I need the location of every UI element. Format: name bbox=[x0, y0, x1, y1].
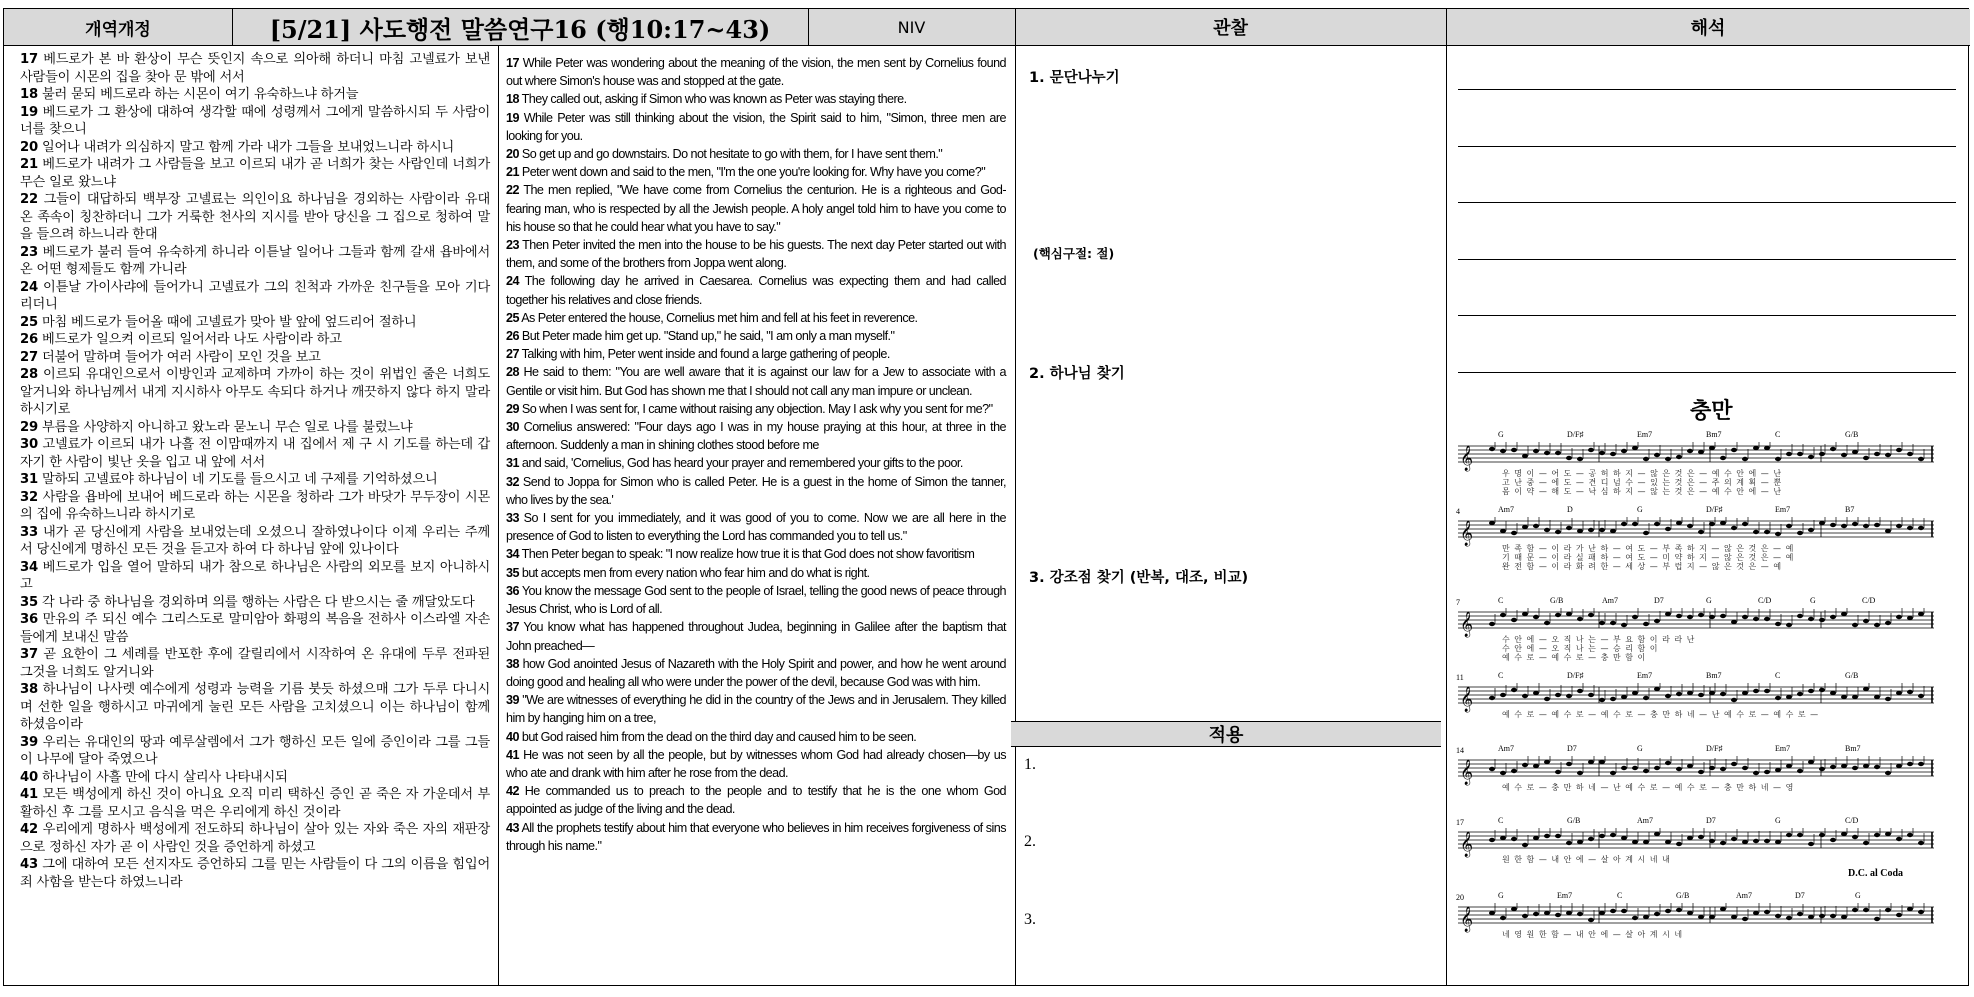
chord-symbol: D7 bbox=[1654, 596, 1664, 605]
verse-number: 42 bbox=[20, 822, 38, 837]
verse-number: 29 bbox=[20, 419, 38, 435]
verse-number: 36 bbox=[506, 583, 519, 598]
write-line bbox=[1458, 372, 1956, 373]
verse-text: But Peter made him get up. "Stand up," he said, "I am only a man myself." bbox=[521, 329, 895, 344]
verse-number: 18 bbox=[20, 87, 38, 102]
verse-number: 41 bbox=[20, 787, 38, 802]
verse-32 bbox=[20, 489, 490, 524]
chord-symbol: C bbox=[1617, 891, 1623, 900]
apply-item-1: 1. bbox=[1024, 756, 1036, 773]
verse-39 bbox=[20, 734, 490, 769]
verse-number: 24 bbox=[506, 274, 519, 289]
chord-symbol: C/D bbox=[1758, 596, 1772, 605]
verse-text: and said, 'Cornelius, God has heard your prayer and remembered your gifts to the poor. bbox=[521, 456, 963, 471]
verse-number: 39 bbox=[506, 693, 519, 708]
lyric-line: 만 족 함 — 이 라 가 난 하 — 여 도 — 부 족 하 지 — 않 은 것 은 — 예 bbox=[1502, 544, 1795, 553]
verse-24 bbox=[20, 279, 490, 314]
verse-text: 사람을 욥바에 보내어 베드로라 하는 시몬을 청하라 그가 바닷가 무두장이 시몬의 집에 유숙하느니라 하시기로 bbox=[20, 489, 490, 522]
verse-text: They called out, asking if Simon who was known as Peter was staying there. bbox=[521, 92, 907, 107]
verse-29 bbox=[506, 400, 1006, 418]
verse-text: So get up and go downstairs. Do not hesitate to go with them, for I have sent them." bbox=[521, 147, 943, 162]
chord-symbol: G/B bbox=[1676, 891, 1690, 900]
divider bbox=[232, 9, 233, 46]
music-system bbox=[1458, 671, 1934, 741]
verse-text: 우리에게 명하사 백성에게 전도하되 하나님이 살아 있는 자와 죽은 자의 재판장으로 정하신 자가 곧 이 사람인 것을 증언하게 하셨고 bbox=[20, 822, 490, 855]
verse-number: 27 bbox=[20, 349, 38, 365]
verse-number: 23 bbox=[20, 244, 38, 260]
verse-text: 고넬료가 이르되 내가 나흘 전 이맘때까지 내 집에서 제 구 시 기도를 하는데 갑자기 한 사람이 빛난 옷을 입고 내 앞에 서서 bbox=[20, 437, 490, 470]
verse-number: 22 bbox=[506, 183, 519, 198]
verse-18 bbox=[20, 86, 490, 104]
header-observe-label: 관찰 bbox=[1015, 9, 1446, 46]
verse-42 bbox=[506, 782, 1006, 818]
verse-32 bbox=[506, 473, 1006, 509]
write-line bbox=[1458, 259, 1956, 260]
observation-column bbox=[1015, 46, 1445, 730]
verse-43 bbox=[506, 819, 1006, 855]
verse-text: You know what has happened throughout Judea, beginning in Galilee after the baptism that John preached— bbox=[506, 620, 1006, 653]
verse-number: 41 bbox=[506, 747, 519, 762]
chord-symbol: C bbox=[1775, 430, 1781, 439]
verse-text: Talking with him, Peter went inside and found a large gathering of people. bbox=[521, 347, 890, 362]
chord-symbol: C bbox=[1775, 671, 1781, 680]
verse-text: 이르되 유대인으로서 이방인과 교제하며 가까이 하는 것이 위법인 줄은 너희도 알거니와 하나님께서 내게 지시하사 아무도 속되다 하거나 깨끗하지 않다 하지 말라 하시기로 bbox=[20, 367, 490, 417]
verse-text: He said to them: "You are well aware that it is against our law for a Jew to associate with a Gentile or visit him. But God has shown me that I should not call any man impure or unclean. bbox=[506, 365, 1006, 398]
verse-number: 20 bbox=[506, 147, 519, 162]
chord-symbol: D/F♯ bbox=[1567, 430, 1584, 439]
chord-symbol: Bm7 bbox=[1706, 671, 1722, 680]
verse-37 bbox=[506, 618, 1006, 654]
lyric-line: 몸 이 약 — 해 도 — 낙 심 하 지 — 않 는 것 은 — 예 수 안 에 — 난 bbox=[1502, 487, 1783, 496]
chord-symbol: G bbox=[1498, 891, 1504, 900]
verse-text: 우리는 유대인의 땅과 예루살렘에서 그가 행하신 모든 일에 증인이라 그를 그들이 나무에 달아 죽였으나 bbox=[20, 734, 490, 767]
verse-42 bbox=[20, 821, 490, 856]
verse-number: 20 bbox=[20, 139, 38, 155]
chord-symbol: C bbox=[1498, 816, 1504, 825]
verse-number: 39 bbox=[20, 734, 38, 750]
verse-27 bbox=[20, 349, 490, 367]
verse-text: 베드로가 일으켜 이르되 일어서라 나도 사람이라 하고 bbox=[41, 332, 342, 347]
lyric-line: 수 안 에 — 오 직 나 는 — 승 리 함 이 bbox=[1502, 644, 1659, 653]
verse-text: 베드로가 입을 열어 말하되 내가 참으로 하나님은 사람의 외모를 보지 아니하시고 bbox=[20, 559, 490, 592]
svg-text:𝄞: 𝄞 bbox=[1460, 612, 1474, 637]
verse-29 bbox=[20, 419, 490, 437]
verse-number: 28 bbox=[20, 367, 38, 382]
verse-27 bbox=[506, 345, 1006, 363]
verse-40 bbox=[506, 728, 1006, 746]
divider bbox=[808, 9, 809, 46]
header-interpret-label: 해석 bbox=[1446, 9, 1970, 46]
write-line bbox=[1458, 315, 1956, 316]
verse-text: The following day he arrived in Caesarea. Cornelius was expecting them and had called together his relatives and close friends. bbox=[506, 274, 1006, 307]
verse-text: 곧 요한이 그 세례를 반포한 후에 갈릴리에서 시작하여 온 유대에 두루 전파된 그것을 너희도 알거니와 bbox=[20, 647, 490, 680]
verse-number: 22 bbox=[20, 192, 38, 207]
chord-symbol: D/F♯ bbox=[1706, 505, 1723, 514]
svg-text:𝄞: 𝄞 bbox=[1460, 521, 1474, 546]
verse-number: 30 bbox=[20, 437, 38, 452]
chord-symbol: Am7 bbox=[1602, 596, 1618, 605]
verse-text: 베드로가 본 바 환상이 무슨 뜻인지 속으로 의아해 하더니 마침 고넬료가 보낸 사람들이 시몬의 집을 찾아 문 밖에 서서 bbox=[20, 52, 490, 85]
music-system bbox=[1458, 505, 1934, 575]
verse-19 bbox=[506, 109, 1006, 145]
chord-symbol: Em7 bbox=[1557, 891, 1573, 900]
verse-43 bbox=[20, 856, 490, 891]
lyric-line: 원 한 함 — 내 안 에 — 살 아 계 시 네 내 bbox=[1502, 855, 1671, 864]
verse-text: Peter went down and said to the men, "I'm the one you're looking for. Why have you come?" bbox=[521, 165, 986, 180]
verse-text: Cornelius answered: "Four days ago I was in my house praying at this hour, at three in the afternoon. Suddenly a man in shining clothes stood before me bbox=[506, 420, 1006, 453]
verse-text: The men replied, "We have come from Cornelius the centurion. He is a righteous and God-fearing man, who is respected by all the Jewish people. A holy angel told him to have you come to his house so that he could hear what you have to say." bbox=[506, 183, 1006, 234]
verse-18 bbox=[506, 90, 1006, 108]
verse-text: 그들이 대답하되 백부장 고넬료는 의인이요 하나님을 경외하는 사람이라 유대 온 족속이 칭찬하더니 그가 거룩한 천사의 지시를 받아 당신을 그 집으로 청하여 말을 들으려 하느니라 한대 bbox=[20, 192, 491, 242]
verse-31 bbox=[506, 454, 1006, 472]
verse-text: He was not seen by all the people, but by witnesses whom God had already chosen—by us who ate and drank with him after he rose from the dead. bbox=[506, 747, 1006, 780]
verse-number: 38 bbox=[506, 656, 519, 671]
verse-number: 25 bbox=[20, 314, 38, 330]
verse-22 bbox=[506, 181, 1006, 236]
verse-number: 25 bbox=[506, 310, 519, 325]
verse-text: 베드로가 그 환상에 대하여 생각할 때에 성령께서 그에게 말씀하시되 두 사람이 너를 찾으니 bbox=[20, 104, 490, 137]
verse-33 bbox=[506, 509, 1006, 545]
chord-symbol: G/B bbox=[1550, 596, 1564, 605]
verse-number: 37 bbox=[506, 620, 519, 635]
verse-text: You know the message God sent to the people of Israel, telling the good news of peace through Jesus Christ, who is Lord of all. bbox=[506, 583, 1006, 617]
measure-number: 14 bbox=[1456, 746, 1464, 755]
chord-symbol: G bbox=[1706, 596, 1712, 605]
verse-number: 27 bbox=[506, 347, 519, 362]
chord-symbol: D bbox=[1567, 505, 1573, 514]
verse-34 bbox=[506, 545, 1006, 563]
chord-symbol: Bm7 bbox=[1706, 430, 1722, 439]
chord-symbol: G/B bbox=[1567, 816, 1581, 825]
verse-38 bbox=[20, 681, 490, 734]
verse-number: 29 bbox=[506, 401, 519, 416]
verse-text: 더불어 말하며 들어가 여러 사람이 모인 것을 보고 bbox=[41, 349, 321, 365]
verse-28 bbox=[20, 366, 490, 419]
verse-number: 43 bbox=[506, 820, 519, 835]
chord-symbol: G bbox=[1855, 891, 1861, 900]
verse-36 bbox=[20, 611, 490, 646]
verse-number: 36 bbox=[20, 612, 38, 627]
chord-symbol: C/D bbox=[1862, 596, 1876, 605]
interpretation-area bbox=[1446, 45, 1968, 385]
write-line bbox=[1458, 89, 1956, 90]
chord-symbol: Am7 bbox=[1637, 816, 1653, 825]
apply-item-2: 2. bbox=[1024, 833, 1036, 850]
write-line bbox=[1458, 202, 1956, 203]
verse-23 bbox=[506, 236, 1006, 272]
chord-symbol: Em7 bbox=[1637, 430, 1653, 439]
verse-21 bbox=[506, 163, 1006, 181]
music-system bbox=[1458, 596, 1934, 666]
verse-number: 42 bbox=[506, 784, 519, 799]
verse-number: 43 bbox=[20, 857, 38, 872]
verse-text: but God raised him from the dead on the third day and caused him to be seen. bbox=[521, 729, 917, 744]
verse-34 bbox=[20, 559, 490, 594]
chord-symbol: D7 bbox=[1795, 891, 1805, 900]
verse-28 bbox=[506, 363, 1006, 399]
verse-20 bbox=[506, 145, 1006, 163]
verse-number: 24 bbox=[20, 279, 38, 295]
write-line bbox=[1458, 146, 1956, 147]
verse-number: 19 bbox=[20, 104, 38, 120]
svg-text:𝄞: 𝄞 bbox=[1460, 687, 1474, 712]
verse-text: 각 나라 중 하나님을 경외하며 의를 행하는 사람은 다 받으시는 줄 깨달았도다 bbox=[41, 594, 475, 610]
verse-text: 베드로가 내려가 그 사람들을 보고 이르되 내가 곧 너희가 찾는 사람인데 너희가 무슨 일로 왔느냐 bbox=[20, 157, 490, 190]
verse-number: 37 bbox=[20, 647, 38, 662]
chord-symbol: Am7 bbox=[1498, 505, 1514, 514]
verse-text: So I sent for you immediately, and it was good of you to come. Now we are all here in the presence of God to listen to everything the Lord has commanded you to tell us." bbox=[506, 511, 1006, 544]
header-version-label: 개역개정 bbox=[4, 9, 232, 46]
verse-text: but accepts men from every nation who fear him and do what is right. bbox=[521, 565, 870, 580]
verse-19 bbox=[20, 104, 490, 139]
chord-symbol: D7 bbox=[1567, 744, 1577, 753]
verse-text: As Peter entered the house, Cornelius met him and fell at his feet in reverence. bbox=[521, 310, 918, 325]
verse-30 bbox=[20, 436, 490, 471]
header-niv-label: NIV bbox=[808, 9, 1015, 46]
chord-symbol: D/F♯ bbox=[1567, 671, 1584, 680]
verse-text: Then Peter invited the men into the house to be his guests. The next day Peter started out with them, and some of the brothers from Joppa went along. bbox=[506, 238, 1006, 271]
verse-number: 38 bbox=[20, 682, 38, 697]
svg-text:𝄞: 𝄞 bbox=[1460, 907, 1474, 932]
measure-number: 17 bbox=[1456, 818, 1464, 827]
observe-item-paragraph: 1. 문단나누기 bbox=[1029, 70, 1120, 86]
chord-symbol: Am7 bbox=[1736, 891, 1752, 900]
verse-41 bbox=[506, 746, 1006, 782]
verse-23 bbox=[20, 244, 490, 279]
music-system bbox=[1458, 891, 1934, 961]
verse-text: 내가 곧 당신에게 사람을 보내었는데 오셨으니 잘하였나이다 이제 우리는 주께서 당신에게 명하신 모든 것을 듣고자 하여 다 하나님 앞에 있나이다 bbox=[20, 524, 490, 557]
verse-number: 23 bbox=[506, 238, 519, 253]
verse-26 bbox=[20, 331, 490, 349]
apply-item-3: 3. bbox=[1024, 911, 1036, 928]
verse-text: 말하되 고넬료야 하나님이 네 기도를 들으시고 네 구제를 기억하셨으니 bbox=[41, 472, 438, 487]
svg-text:𝄞: 𝄞 bbox=[1460, 446, 1474, 471]
observe-key-verse: (핵심구절: 절) bbox=[1033, 246, 1115, 261]
lyric-line: 예 수 로 — 예 수 로 — 예 수 로 — 충 만 하 네 — 난 예 수 로 — 예 수 로 — bbox=[1502, 710, 1820, 719]
measure-number: 7 bbox=[1456, 598, 1460, 607]
dc-al-coda-label: D.C. al Coda bbox=[1848, 868, 1904, 879]
verse-text: 베드로가 불러 들여 유숙하게 하니라 이튿날 일어나 그들과 함께 갈새 욥바에서 온 어떤 형제들도 함께 가니라 bbox=[20, 244, 490, 277]
verse-text: 마침 베드로가 들어올 때에 고넬료가 맞아 발 앞에 엎드리어 절하니 bbox=[41, 314, 417, 330]
apply-header: 적용 bbox=[1011, 721, 1441, 747]
lyric-line: 예 수 로 — 예 수 로 — 충 만 함 이 bbox=[1502, 653, 1647, 662]
observe-item-emphasis: 3. 강조점 찾기 (반복, 대조, 비교) bbox=[1029, 570, 1249, 586]
lyric-line: 네 영 원 한 함 — 내 안 에 — 살 아 계 시 네 bbox=[1502, 930, 1684, 939]
chord-symbol: Em7 bbox=[1775, 744, 1791, 753]
music-system bbox=[1458, 744, 1934, 814]
verse-number: 34 bbox=[20, 559, 38, 575]
chord-symbol: G/B bbox=[1845, 430, 1859, 439]
verse-30 bbox=[506, 418, 1006, 454]
measure-number: 11 bbox=[1456, 673, 1464, 682]
chord-symbol: G/B bbox=[1845, 671, 1859, 680]
verse-number: 40 bbox=[506, 729, 519, 744]
verse-40 bbox=[20, 769, 490, 787]
song-title: 충만 bbox=[1690, 398, 1733, 424]
chord-symbol: D7 bbox=[1706, 816, 1716, 825]
chord-symbol: Em7 bbox=[1637, 671, 1653, 680]
lyric-line: 우 명 이 — 어 도 — 공 허 하 지 — 않 은 것 은 — 예 수 안 에 — 난 bbox=[1502, 469, 1783, 478]
verse-text: how God anointed Jesus of Nazareth with the Holy Spirit and power, and how he went around doing good and healing all who were under the power of the devil, because God was with him. bbox=[506, 656, 1007, 689]
verse-text: 만유의 주 되신 예수 그리스도로 말미암아 화평의 복음을 전하사 이스라엘 자손들에게 보내신 말씀 bbox=[20, 612, 490, 645]
niv-text-column bbox=[498, 46, 1014, 986]
verse-22 bbox=[20, 191, 490, 244]
verse-17 bbox=[506, 54, 1006, 90]
chord-symbol: B7 bbox=[1845, 505, 1855, 514]
verse-text: 부름을 사양하지 아니하고 왔노라 묻노니 무슨 일로 나를 불렀느냐 bbox=[41, 419, 413, 435]
verse-number: 26 bbox=[20, 332, 38, 347]
verse-number: 21 bbox=[506, 165, 519, 180]
verse-number: 35 bbox=[20, 594, 38, 610]
lyric-line: 기 때 문 — 이 라 실 패 하 — 여 도 — 미 약 하 지 — 않 은 것 은 — 예 bbox=[1502, 553, 1795, 562]
verse-24 bbox=[506, 272, 1006, 308]
verse-25 bbox=[506, 309, 1006, 327]
observe-item-find-god: 2. 하나님 찾기 bbox=[1029, 366, 1125, 382]
verse-text: 불러 묻되 베드로라 하는 시몬이 여기 유숙하느냐 하거늘 bbox=[41, 87, 359, 102]
verse-text: 이튿날 가이사랴에 들어가니 고넬료가 그의 친척과 가까운 친구들을 모아 기다리더니 bbox=[20, 279, 490, 312]
verse-number: 40 bbox=[20, 769, 38, 785]
chord-symbol: C bbox=[1498, 671, 1504, 680]
lyric-line: 수 안 에 — 오 직 나 는 — 부 요 함 이 라 라 난 bbox=[1502, 635, 1696, 644]
verse-number: 35 bbox=[506, 565, 519, 580]
verse-number: 21 bbox=[20, 157, 38, 172]
music-system bbox=[1458, 430, 1934, 500]
verse-text: He commanded us to preach to the people and to testify that he is the one whom God appointed as judge of the living and the dead. bbox=[506, 784, 1006, 817]
verse-20 bbox=[20, 139, 490, 157]
verse-text: All the prophets testify about him that everyone who believes in him receives forgiveness of sins through his name." bbox=[506, 820, 1006, 853]
lyric-line: 예 수 로 — 충 만 하 네 — 난 예 수 로 — 예 수 로 — 충 만 하 네 — 영 bbox=[1502, 783, 1795, 792]
lyric-line: 완 전 함 — 이 라 화 려 한 — 세 상 — 부 럽 지 — 않 은 것 은 — 예 bbox=[1502, 562, 1783, 571]
verse-number: 17 bbox=[506, 56, 519, 70]
measure-number: 20 bbox=[1456, 893, 1464, 902]
verse-41 bbox=[20, 786, 490, 821]
verse-text: While Peter was still thinking about the vision, the Spirit said to him, "Simon, three men are looking for you. bbox=[506, 110, 1006, 143]
verse-text: So when I was sent for, I came without raising any objection. May I ask why you sent for me?" bbox=[521, 401, 993, 416]
verse-text: "We are witnesses of everything he did in the country of the Jews and in Jerusalem. They killed him by hanging him on a tree, bbox=[506, 693, 1006, 726]
verse-number: 32 bbox=[506, 474, 519, 489]
verse-21 bbox=[20, 156, 490, 191]
lyric-line: 고 난 중 — 에 도 — 견 디 넘 수 — 있 는 것 은 — 주 의 계 획 — 뿐 bbox=[1502, 478, 1783, 487]
chord-symbol: C/D bbox=[1845, 816, 1859, 825]
verse-text: While Peter was wondering about the meaning of the vision, the men sent by Cornelius found out where Simon's house was and stopped at the gate. bbox=[506, 56, 1006, 89]
verse-text: Send to Joppa for Simon who is called Peter. He is a guest in the home of Simon the tanner, who lives by the sea.' bbox=[506, 474, 1006, 507]
verse-36 bbox=[506, 582, 1006, 618]
verse-text: 하나님이 나사렛 예수에게 성령과 능력을 기름 붓듯 하셨으매 그가 두루 다니시며 선한 일을 행하시고 마귀에게 눌린 모든 사람을 고치셨으니 이는 하나님이 함께 하셨음이라 bbox=[20, 682, 490, 732]
verse-text: 모든 백성에게 하신 것이 아니요 오직 미리 택하신 증인 곧 죽은 자 가운데서 부활하신 후 그를 모시고 음식을 먹은 우리에게 하신 것이라 bbox=[20, 787, 490, 820]
verse-number: 19 bbox=[506, 110, 519, 125]
measure-number: 4 bbox=[1456, 507, 1460, 516]
chord-symbol: G bbox=[1810, 596, 1816, 605]
chord-symbol: D/F♯ bbox=[1706, 744, 1723, 753]
verse-37 bbox=[20, 646, 490, 681]
chord-symbol: G bbox=[1775, 816, 1781, 825]
chord-symbol: G bbox=[1637, 505, 1643, 514]
verse-number: 33 bbox=[20, 524, 38, 540]
verse-number: 17 bbox=[20, 52, 38, 67]
chord-symbol: Am7 bbox=[1498, 744, 1514, 753]
verse-35 bbox=[20, 594, 490, 612]
verse-17 bbox=[20, 51, 490, 86]
verse-number: 33 bbox=[506, 511, 519, 526]
verse-number: 18 bbox=[506, 92, 519, 107]
verse-number: 34 bbox=[506, 547, 519, 562]
chord-symbol: Em7 bbox=[1775, 505, 1791, 514]
chord-symbol: Bm7 bbox=[1845, 744, 1861, 753]
svg-text:𝄞: 𝄞 bbox=[1460, 832, 1474, 857]
verse-number: 26 bbox=[506, 329, 519, 344]
svg-text:𝄞: 𝄞 bbox=[1460, 760, 1474, 785]
verse-number: 31 bbox=[20, 472, 38, 487]
korean-text-column bbox=[4, 46, 498, 986]
verse-26 bbox=[506, 327, 1006, 345]
verse-text: Then Peter began to speak: "I now realize how true it is that God does not show favoritism bbox=[521, 547, 975, 562]
chord-symbol: C bbox=[1498, 596, 1504, 605]
verse-39 bbox=[506, 691, 1006, 727]
verse-number: 30 bbox=[506, 420, 519, 435]
verse-33 bbox=[20, 524, 490, 559]
verse-35 bbox=[506, 564, 1006, 582]
verse-text: 일어나 내려가 의심하지 말고 함께 가라 내가 그들을 보내었느니라 하시니 bbox=[41, 139, 455, 155]
chord-symbol: G bbox=[1637, 744, 1643, 753]
verse-25 bbox=[20, 314, 490, 332]
verse-text: 하나님이 사흘 만에 다시 살리사 나타내시되 bbox=[41, 769, 288, 785]
verse-number: 28 bbox=[506, 365, 519, 380]
verse-text: 그에 대하여 모든 선지자도 증언하되 그를 믿는 사람들이 다 그의 이름을 힘입어 죄 사함을 받는다 하였느니라 bbox=[20, 857, 490, 890]
verse-number: 32 bbox=[20, 489, 38, 505]
verse-number: 31 bbox=[506, 456, 519, 471]
verse-31 bbox=[20, 471, 490, 489]
verse-38 bbox=[506, 655, 1006, 691]
page-title: [5/21] 사도행전 말씀연구16 (행10:17~43) bbox=[232, 9, 808, 46]
chord-symbol: G bbox=[1498, 430, 1504, 439]
